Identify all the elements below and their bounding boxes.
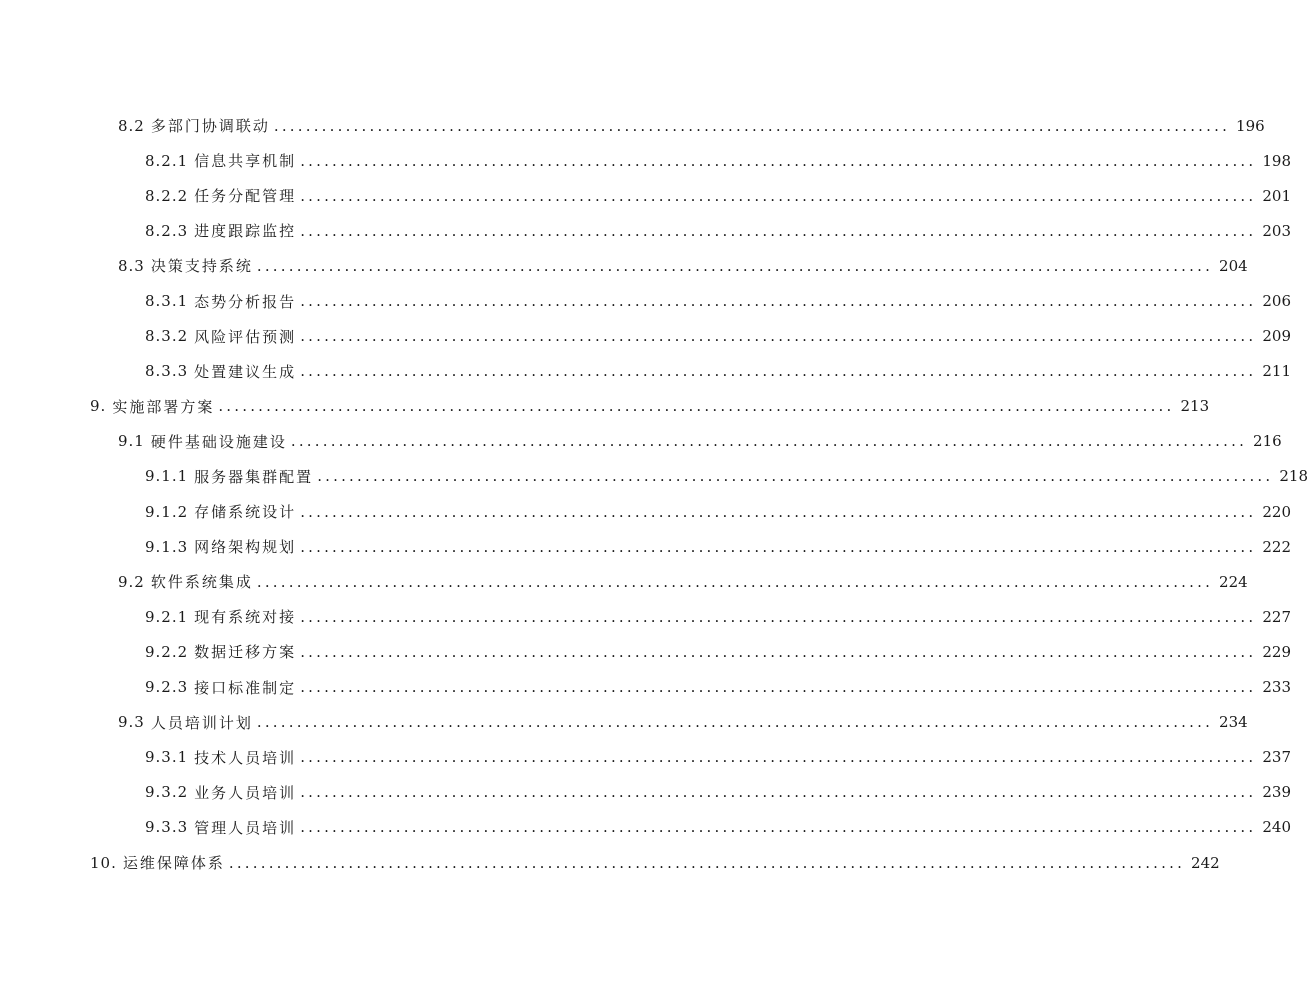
toc-entry-page: 227 xyxy=(1262,607,1291,626)
toc-dot-leader: ........................................................................................................................ xyxy=(300,607,1257,626)
toc-entry-page: 206 xyxy=(1262,292,1291,311)
toc-entry-page: 204 xyxy=(1219,256,1248,275)
toc-entry[interactable] xyxy=(0,599,1291,634)
toc-entry-page: 224 xyxy=(1219,572,1248,591)
toc-entry-page: 242 xyxy=(1191,853,1220,872)
toc-dot-leader: ........................................................................................................................ xyxy=(300,783,1257,802)
toc-entry[interactable] xyxy=(0,459,1308,494)
toc-dot-leader: ........................................................................................................................ xyxy=(300,818,1257,837)
toc-entry[interactable] xyxy=(0,529,1291,564)
toc-entry-page: 218 xyxy=(1279,467,1308,486)
toc-entry-number: 9.1.2 xyxy=(145,502,189,521)
toc-dot-leader: ........................................................................................................................ xyxy=(300,151,1257,170)
toc-entry-number: 8.3.2 xyxy=(145,327,189,346)
toc-entry-page: 237 xyxy=(1262,748,1291,767)
toc-entry-title: 态势分析报告 xyxy=(194,292,297,311)
toc-entry-number: 8.2.3 xyxy=(145,221,189,240)
toc-dot-leader: ........................................................................................................................ xyxy=(300,362,1257,381)
toc-dot-leader: ........................................................................................................................ xyxy=(290,432,1248,451)
toc-entry-page: 240 xyxy=(1262,818,1291,837)
toc-entry[interactable] xyxy=(0,775,1291,810)
toc-entry-number: 8.2 xyxy=(118,116,145,135)
toc-entry[interactable] xyxy=(0,319,1291,354)
toc-entry-title: 运维保障体系 xyxy=(122,854,225,873)
toc-entry[interactable] xyxy=(0,108,1265,143)
toc-entry-page: 222 xyxy=(1262,537,1291,556)
toc-entry-page: 239 xyxy=(1262,783,1291,802)
toc-dot-leader: ........................................................................................................................ xyxy=(300,678,1257,697)
toc-entry-page: 196 xyxy=(1236,116,1265,135)
toc-entry-title: 网络架构规划 xyxy=(194,538,297,557)
toc-entry[interactable] xyxy=(0,389,1210,424)
toc-entry-number: 9. xyxy=(90,397,107,416)
toc-entry-number: 9.1.1 xyxy=(145,467,189,486)
toc-entry[interactable] xyxy=(0,845,1220,880)
table-of-contents xyxy=(0,108,1308,880)
toc-dot-leader: ........................................................................................................................ xyxy=(218,397,1175,416)
toc-entry-page: 233 xyxy=(1262,678,1291,697)
toc-entry-number: 9.2.3 xyxy=(145,678,189,697)
toc-entry[interactable] xyxy=(0,564,1248,599)
toc-entry[interactable] xyxy=(0,424,1282,459)
toc-entry[interactable] xyxy=(0,670,1291,705)
toc-entry[interactable] xyxy=(0,213,1291,248)
toc-entry-title: 处置建议生成 xyxy=(194,362,297,381)
toc-entry-page: 229 xyxy=(1262,642,1291,661)
toc-entry-title: 软件系统集成 xyxy=(150,573,253,592)
toc-dot-leader: ........................................................................................................................ xyxy=(300,502,1257,521)
toc-entry[interactable] xyxy=(0,248,1248,283)
toc-entry-number: 10. xyxy=(90,853,117,872)
toc-dot-leader: ........................................................................................................................ xyxy=(256,713,1214,732)
toc-entry-number: 9.3 xyxy=(118,713,145,732)
toc-entry-title: 业务人员培训 xyxy=(194,783,297,802)
toc-entry-title: 存储系统设计 xyxy=(194,503,297,522)
toc-entry-number: 8.3.1 xyxy=(145,292,189,311)
toc-entry[interactable] xyxy=(0,810,1291,845)
toc-dot-leader: ........................................................................................................................ xyxy=(300,748,1257,767)
toc-entry[interactable] xyxy=(0,354,1291,389)
toc-entry-page: 198 xyxy=(1262,151,1291,170)
toc-entry-number: 8.3 xyxy=(118,256,145,275)
toc-entry[interactable] xyxy=(0,283,1291,318)
toc-entry-number: 8.2.1 xyxy=(145,151,189,170)
toc-entry[interactable] xyxy=(0,143,1291,178)
toc-entry-title: 多部门协调联动 xyxy=(150,117,270,136)
toc-dot-leader: ........................................................................................................................ xyxy=(256,256,1214,275)
toc-entry[interactable] xyxy=(0,705,1248,740)
toc-entry-page: 201 xyxy=(1262,186,1291,205)
toc-entry-page: 234 xyxy=(1219,713,1248,732)
toc-dot-leader: ........................................................................................................................ xyxy=(300,537,1257,556)
toc-entry-page: 203 xyxy=(1262,221,1291,240)
toc-entry-page: 220 xyxy=(1262,502,1291,521)
toc-entry[interactable] xyxy=(0,178,1291,213)
toc-entry-title: 决策支持系统 xyxy=(150,257,253,276)
toc-entry-title: 信息共享机制 xyxy=(194,152,297,171)
toc-entry-number: 8.3.3 xyxy=(145,362,189,381)
toc-entry-page: 216 xyxy=(1253,432,1282,451)
toc-entry-title: 现有系统对接 xyxy=(194,608,297,627)
toc-entry-title: 技术人员培训 xyxy=(194,748,297,767)
toc-dot-leader: ........................................................................................................................ xyxy=(228,853,1186,872)
toc-entry-number: 9.3.3 xyxy=(145,818,189,837)
toc-entry-page: 209 xyxy=(1262,327,1291,346)
toc-entry-title: 进度跟踪监控 xyxy=(194,222,297,241)
toc-dot-leader: ........................................................................................................................ xyxy=(300,186,1257,205)
toc-entry-title: 数据迁移方案 xyxy=(194,643,297,662)
toc-entry-page: 213 xyxy=(1180,397,1210,416)
toc-dot-leader: ........................................................................................................................ xyxy=(300,642,1257,661)
toc-entry-number: 9.3.2 xyxy=(145,783,189,802)
toc-entry-number: 9.2 xyxy=(118,572,145,591)
toc-entry-title: 人员培训计划 xyxy=(150,713,253,732)
toc-entry-title: 任务分配管理 xyxy=(194,187,297,206)
toc-entry[interactable] xyxy=(0,740,1291,775)
toc-dot-leader: ........................................................................................................................ xyxy=(273,116,1231,135)
toc-entry-number: 8.2.2 xyxy=(145,186,189,205)
toc-entry-title: 接口标准制定 xyxy=(194,678,297,697)
toc-dot-leader: ........................................................................................................................ xyxy=(300,327,1257,346)
toc-entry-number: 9.1.3 xyxy=(145,537,189,556)
toc-entry[interactable] xyxy=(0,494,1291,529)
toc-entry-number: 9.1 xyxy=(118,432,145,451)
toc-entry-title: 管理人员培训 xyxy=(194,818,297,837)
toc-entry-number: 9.2.2 xyxy=(145,642,189,661)
toc-dot-leader: ........................................................................................................................ xyxy=(317,467,1274,486)
toc-dot-leader: ........................................................................................................................ xyxy=(300,292,1257,311)
toc-dot-leader: ........................................................................................................................ xyxy=(300,221,1257,240)
toc-entry-title: 风险评估预测 xyxy=(194,327,297,346)
toc-entry-title: 实施部署方案 xyxy=(112,397,215,416)
toc-entry-page: 211 xyxy=(1262,362,1291,381)
toc-entry-number: 9.3.1 xyxy=(145,748,189,767)
toc-entry-number: 9.2.1 xyxy=(145,607,189,626)
toc-entry[interactable] xyxy=(0,634,1291,669)
toc-entry-title: 服务器集群配置 xyxy=(194,467,314,486)
toc-dot-leader: ........................................................................................................................ xyxy=(256,572,1214,591)
toc-entry-title: 硬件基础设施建设 xyxy=(150,432,287,451)
